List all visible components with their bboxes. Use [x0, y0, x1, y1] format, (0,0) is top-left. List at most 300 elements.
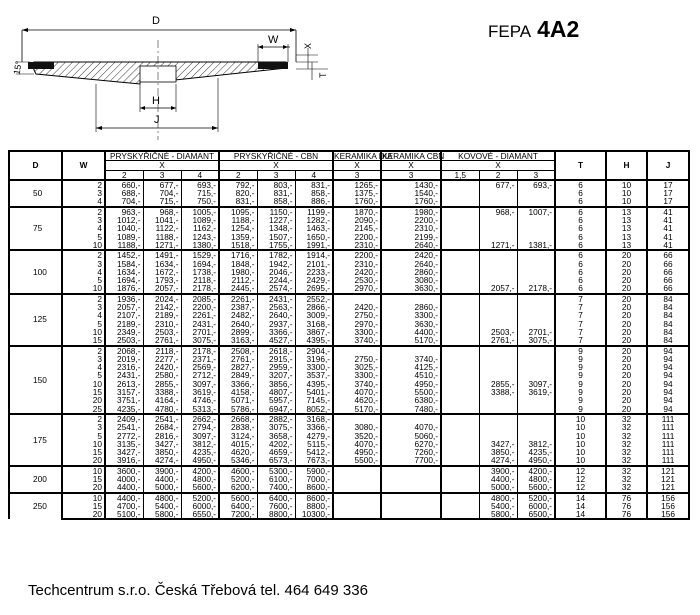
cell-price: 8800,- [257, 510, 295, 519]
cell-t: 10 [555, 432, 606, 440]
header-h: H [606, 151, 647, 180]
cell-price: 2420,- [333, 268, 381, 276]
cell-price: 3097,- [517, 380, 555, 388]
cell-price: 2189,- [116, 318, 141, 329]
cell-price: 3900,- [143, 466, 181, 475]
cell-price [333, 510, 381, 519]
table-row [9, 216, 689, 224]
cell-t: 6 [555, 268, 606, 276]
table-row [9, 303, 689, 311]
cell-price: 6200,- [230, 482, 255, 493]
cell-t: 14 [555, 510, 606, 519]
cell-j: 94 [647, 346, 689, 355]
cell-price [441, 276, 479, 284]
cell-price: 1507,- [257, 233, 295, 241]
cell-h: 32 [606, 466, 647, 475]
cell-price: 5200,- [517, 493, 555, 502]
cell-price: 1529,- [181, 250, 219, 259]
cell-price: 2118,- [181, 276, 219, 284]
cell-price: 3867,- [295, 328, 333, 336]
cell-price: 3196,- [295, 355, 333, 363]
cell-t: 14 [555, 502, 606, 510]
cell-price: 5900,- [295, 466, 333, 475]
cell-price: 8600,- [295, 493, 333, 502]
cell-t: 9 [555, 380, 606, 388]
cell-price [441, 260, 479, 268]
cell-price: 704,- [143, 189, 181, 197]
cell-price [381, 510, 441, 519]
cell-d: 250 [9, 493, 62, 520]
cell-price: 2640,- [230, 318, 255, 329]
group-header-0: PRYSKYŘIČNÉ - DIAMANT [105, 151, 219, 161]
cell-price: 5600,- [517, 483, 555, 492]
cell-price: 2057,- [116, 302, 141, 313]
table-row [9, 294, 689, 303]
cell-price: 1007,- [517, 207, 555, 216]
cell-price: 2563,- [257, 303, 295, 311]
cell-price [479, 423, 517, 431]
cell-t: 6 [555, 250, 606, 259]
cell-price: 1755,- [257, 241, 295, 250]
cell-price: 2199,- [381, 233, 441, 241]
cell-price: 1870,- [333, 207, 381, 216]
header-j: J [647, 151, 689, 180]
cell-price: 2431,- [257, 294, 295, 303]
cell-j: 121 [647, 483, 689, 492]
table-row [9, 320, 689, 328]
cell-price: 4200,- [517, 466, 555, 475]
cell-price: 1150,- [257, 207, 295, 216]
cell-price [479, 216, 517, 224]
cell-h: 20 [606, 276, 647, 284]
cell-price: 2827,- [230, 362, 255, 373]
cell-price: 4510,- [381, 371, 441, 379]
cell-price [381, 483, 441, 492]
table-row [9, 388, 689, 396]
cell-price: 2904,- [295, 346, 333, 355]
cell-h: 32 [606, 448, 647, 456]
group-header-1: PRYSKYŘIČNÉ - CBN [219, 151, 333, 161]
cell-price: 5400,- [479, 502, 517, 510]
cell-price [441, 355, 479, 363]
cell-w: 5 [62, 233, 105, 241]
cell-price [479, 414, 517, 423]
cell-price [517, 216, 555, 224]
cell-price [441, 294, 479, 303]
cell-price: 7673,- [295, 456, 333, 465]
cell-t: 10 [555, 456, 606, 465]
cell-w: 3 [62, 303, 105, 311]
cell-price: 2316,- [116, 362, 141, 373]
cell-w: 5 [62, 276, 105, 284]
cell-w: 20 [62, 483, 105, 492]
cell-price: 1243,- [181, 233, 219, 241]
cell-price [441, 346, 479, 355]
cell-price: 831,- [295, 180, 333, 189]
cell-h: 20 [606, 284, 647, 293]
price-table [8, 150, 690, 520]
cell-price: 3300,- [333, 371, 381, 379]
cell-price: 2142,- [143, 303, 181, 311]
cell-price: 8600,- [295, 483, 333, 492]
cell-price: 1089,- [116, 231, 141, 242]
cell-price [333, 475, 381, 483]
cell-t: 7 [555, 294, 606, 303]
cell-d: 175 [9, 414, 62, 466]
cell-price: 1980,- [230, 266, 255, 277]
cell-d: 75 [9, 207, 62, 250]
cell-price: 1282,- [295, 216, 333, 224]
cell-price: 6000,- [517, 502, 555, 510]
cell-price [517, 396, 555, 404]
cell-price: 2200,- [333, 233, 381, 241]
cell-price: 2145,- [333, 224, 381, 232]
cell-price: 968,- [479, 207, 517, 216]
cell-price: 2420,- [381, 250, 441, 259]
cell-price: 1518,- [230, 239, 255, 250]
cell-t: 9 [555, 405, 606, 414]
cell-price: 3300,- [381, 311, 441, 319]
cell-h: 20 [606, 346, 647, 355]
table-row [9, 346, 689, 355]
table-row [9, 180, 689, 189]
cell-price: 2503,- [479, 328, 517, 336]
cell-price: 5800,- [479, 510, 517, 519]
cell-j: 94 [647, 380, 689, 388]
cell-t: 6 [555, 216, 606, 224]
cell-price: 2112,- [231, 275, 255, 286]
cell-price [441, 371, 479, 379]
cell-t: 6 [555, 180, 606, 189]
cell-t: 10 [555, 423, 606, 431]
cell-price: 3916,- [116, 455, 141, 466]
cell-price [479, 346, 517, 355]
cell-w: 10 [62, 466, 105, 475]
cell-price: 4800,- [517, 475, 555, 483]
cell-price: 5401,- [295, 388, 333, 396]
cell-t: 7 [555, 328, 606, 336]
table-row [9, 475, 689, 483]
cell-price: 5300,- [257, 466, 295, 475]
cell-price: 2761,- [143, 336, 181, 345]
cell-price: 3097,- [181, 432, 219, 440]
cell-price [333, 466, 381, 475]
cell-price: 3658,- [257, 432, 295, 440]
cell-price: 4950,- [333, 448, 381, 456]
cell-price: 2118,- [143, 346, 181, 355]
cell-w: 2 [62, 294, 105, 303]
cell-price: 6400,- [257, 493, 295, 502]
cell-price: 1188,- [117, 239, 141, 250]
cell-w: 3 [62, 355, 105, 363]
cell-price [441, 311, 479, 319]
cell-t: 6 [555, 207, 606, 216]
cell-price [517, 311, 555, 319]
cell-w: 15 [62, 336, 105, 345]
cell-price: 4950,- [517, 456, 555, 465]
cell-price: 2662,- [181, 414, 219, 423]
cell-price: 4800,- [143, 493, 181, 502]
cell-j: 84 [647, 303, 689, 311]
table-row [9, 276, 689, 284]
table-row [9, 328, 689, 336]
cell-price: 831,- [257, 189, 295, 197]
cell-price: 715,- [181, 189, 219, 197]
cell-price [517, 346, 555, 355]
cell-j: 17 [647, 189, 689, 197]
cell-d: 200 [9, 466, 62, 493]
cell-price: 2541,- [143, 414, 181, 423]
cell-price: 2569,- [181, 363, 219, 371]
cell-j: 84 [647, 311, 689, 319]
x-header-0: X [105, 161, 219, 170]
cell-t: 9 [555, 363, 606, 371]
table-row [9, 466, 689, 475]
cell-price [517, 405, 555, 414]
cell-price: 3300,- [333, 328, 381, 336]
cell-price: 2085,- [181, 294, 219, 303]
cell-price: 792,- [235, 179, 255, 190]
cell-j: 17 [647, 180, 689, 189]
cell-j: 66 [647, 268, 689, 276]
table-row [9, 456, 689, 465]
cell-price: 2695,- [295, 284, 333, 293]
cell-price: 3427,- [479, 440, 517, 448]
cell-price [381, 466, 441, 475]
cell-j: 94 [647, 388, 689, 396]
cell-price: 858,- [295, 189, 333, 197]
cell-t: 12 [555, 466, 606, 475]
cell-w: 10 [62, 440, 105, 448]
cell-price: 2899,- [230, 326, 255, 337]
cell-price: 3850,- [479, 448, 517, 456]
cell-price: 1914,- [295, 250, 333, 259]
cell-price [441, 328, 479, 336]
cell-j: 111 [647, 414, 689, 423]
cell-j: 111 [647, 440, 689, 448]
cell-price: 1040,- [116, 223, 141, 234]
x-header-4: X [441, 161, 555, 170]
cell-w: 4 [62, 268, 105, 276]
cell-price [517, 197, 555, 206]
cell-j: 84 [647, 294, 689, 303]
cell-price: 4800,- [181, 475, 219, 483]
cell-h: 32 [606, 456, 647, 465]
cell-price: 4274,- [479, 456, 517, 465]
cell-price: 5000,- [479, 483, 517, 492]
cell-j: 121 [647, 466, 689, 475]
cell-price: 4527,- [257, 336, 295, 345]
footer-contact: Techcentrum s.r.o. Česká Třebová tel. 464 649 336 [28, 582, 368, 599]
cell-price: 2503,- [143, 328, 181, 336]
cell-price [441, 233, 479, 241]
cell-j: 111 [647, 423, 689, 431]
cell-price: 2482,- [230, 310, 255, 321]
table-row [9, 483, 689, 492]
sub-header-2-0: 3 [333, 170, 381, 180]
cell-price: 2445,- [230, 283, 255, 294]
cell-price: 3520,- [333, 432, 381, 440]
cell-price: 3600,- [105, 466, 143, 475]
cell-price: 3097,- [181, 380, 219, 388]
cell-price: 6100,- [257, 475, 295, 483]
cell-price: 1348,- [257, 224, 295, 232]
cell-t: 6 [555, 189, 606, 197]
cell-price: 8800,- [295, 502, 333, 510]
cell-price: 677,- [143, 180, 181, 189]
cell-price: 5170,- [333, 405, 381, 414]
cell-price: 5500,- [333, 456, 381, 465]
cell-price: 1634,- [116, 266, 141, 277]
table-row [9, 380, 689, 388]
cell-price [517, 189, 555, 197]
cell-w: 15 [62, 388, 105, 396]
cell-price [441, 456, 479, 465]
cell-price: 1716,- [219, 250, 257, 259]
table-row [9, 250, 689, 259]
cell-price: 715,- [143, 197, 181, 206]
cell-price: 2838,- [230, 422, 255, 433]
cell-w: 10 [62, 328, 105, 336]
cell-price: 4780,- [143, 405, 181, 414]
cell-j: 66 [647, 284, 689, 293]
cell-price: 2019,- [116, 353, 141, 364]
cell-price: 2387,- [230, 302, 255, 313]
cell-price: 2429,- [295, 276, 333, 284]
cell-price [441, 483, 479, 492]
cell-w: 10 [62, 493, 105, 502]
cell-w: 20 [62, 396, 105, 404]
cell-price: 3080,- [381, 276, 441, 284]
cell-price: 2508,- [219, 346, 257, 355]
cell-price: 2178,- [181, 346, 219, 355]
cell-price: 1089,- [181, 216, 219, 224]
cell-price: 1188,- [231, 215, 255, 226]
cell-price: 6500,- [517, 510, 555, 519]
cell-j: 41 [647, 216, 689, 224]
dim-x-label: X [303, 42, 313, 49]
cell-price: 2684,- [143, 423, 181, 431]
cell-price: 831,- [235, 196, 255, 207]
cell-price [441, 475, 479, 483]
cell-t: 12 [555, 483, 606, 492]
cell-price: 2200,- [381, 216, 441, 224]
cell-price: 2420,- [143, 363, 181, 371]
cell-price: 6380,- [381, 396, 441, 404]
cell-price [441, 510, 479, 519]
cell-price: 2937,- [257, 320, 295, 328]
cell-price: 4800,- [479, 493, 517, 502]
cell-t: 9 [555, 346, 606, 355]
cell-price: 2261,- [219, 294, 257, 303]
cell-price: 693,- [517, 180, 555, 189]
cell-price: 1265,- [333, 180, 381, 189]
cell-price [479, 396, 517, 404]
cell-w: 3 [62, 260, 105, 268]
table-row [9, 414, 689, 423]
cell-price [441, 336, 479, 345]
cell-price [441, 363, 479, 371]
cell-h: 13 [606, 241, 647, 250]
cell-price: 4746,- [181, 396, 219, 404]
cell-w: 5 [62, 371, 105, 379]
cell-j: 94 [647, 355, 689, 363]
cell-price: 1634,- [143, 260, 181, 268]
cell-d: 125 [9, 294, 62, 346]
cell-price: 1942,- [257, 260, 295, 268]
cell-price [381, 475, 441, 483]
cell-w: 3 [62, 216, 105, 224]
cell-price: 3630,- [381, 284, 441, 293]
cell-price: 3366,- [257, 328, 295, 336]
cell-price: 3025,- [333, 363, 381, 371]
header-w: W [62, 151, 105, 180]
cell-h: 20 [606, 268, 647, 276]
cell-price [517, 260, 555, 268]
header-t: T [555, 151, 606, 180]
cell-price: 2178,- [517, 284, 555, 293]
cell-j: 156 [647, 502, 689, 510]
cell-price: 4659,- [257, 448, 295, 456]
cell-j: 94 [647, 396, 689, 404]
cell-price: 5412,- [295, 448, 333, 456]
cell-price: 1463,- [295, 224, 333, 232]
group-header-2: KERAMIKA DIA [334, 151, 393, 161]
cell-price [441, 268, 479, 276]
cell-price [333, 493, 381, 502]
table-row [9, 233, 689, 241]
cell-price [441, 241, 479, 250]
cell-price: 1980,- [381, 207, 441, 216]
cell-price: 4400,- [116, 482, 141, 493]
sub-header-0-1: 3 [143, 170, 181, 180]
cell-price: 3619,- [181, 388, 219, 396]
cell-price [479, 294, 517, 303]
cell-price: 3740,- [333, 380, 381, 388]
cell-price [441, 250, 479, 259]
cell-price: 1430,- [381, 180, 441, 189]
cell-price: 693,- [181, 180, 219, 189]
cell-price: 2580,- [143, 371, 181, 379]
cell-price: 2503,- [116, 335, 141, 346]
cell-price: 2640,- [257, 311, 295, 319]
cell-w: 4 [62, 363, 105, 371]
cell-price [479, 250, 517, 259]
cell-price: 5600,- [219, 493, 257, 502]
cell-price: 4400,- [479, 475, 517, 483]
cell-d: 150 [9, 346, 62, 414]
cell-w: 3 [62, 423, 105, 431]
cell-price: 1005,- [181, 207, 219, 216]
dim-d-label: D [152, 15, 160, 27]
cell-price: 10300,- [295, 510, 333, 519]
cell-price: 1672,- [143, 268, 181, 276]
cell-price [441, 207, 479, 216]
cell-price: 3080,- [333, 423, 381, 431]
cell-price: 2970,- [333, 284, 381, 293]
cell-price: 3168,- [295, 320, 333, 328]
sub-header-0-2: 4 [181, 170, 219, 180]
cell-price: 3850,- [143, 448, 181, 456]
fepa-designation [488, 16, 579, 43]
cell-price: 2200,- [333, 250, 381, 259]
cell-price: 2970,- [333, 320, 381, 328]
cell-h: 20 [606, 355, 647, 363]
cell-h: 20 [606, 388, 647, 396]
cell-price: 2712,- [181, 371, 219, 379]
cell-price: 2701,- [517, 328, 555, 336]
cell-price [441, 320, 479, 328]
